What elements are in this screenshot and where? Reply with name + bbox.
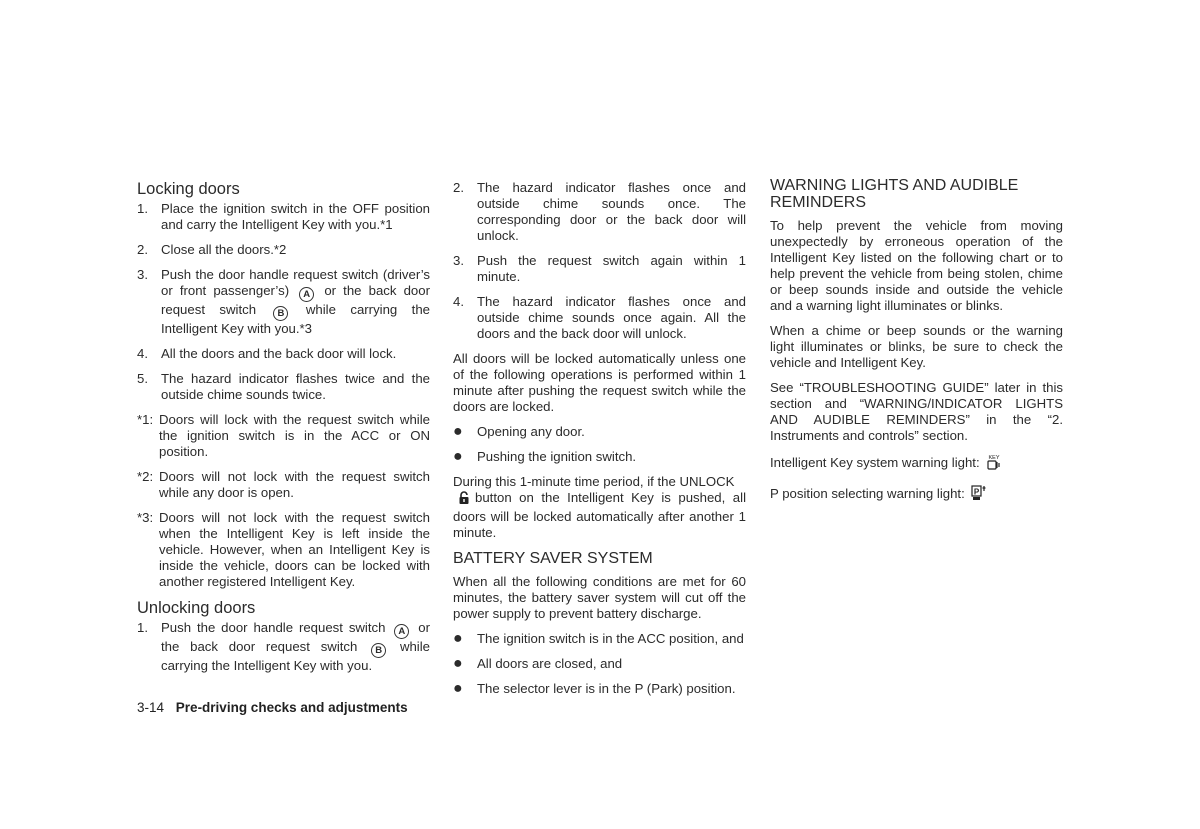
key-warning-line [770,453,1063,475]
locking-step-2 [137,242,430,258]
intelligent-key-warning-icon [986,453,1002,475]
key-warning-label: Intelligent Key system warning light: [770,455,980,470]
battery-saver-paragraph: When all the following conditions are met for 60 minutes, the battery saver system will cut off the power supply to prevent battery discharge. [453,574,746,621]
step-text [161,267,430,337]
step-number: 2. [453,180,464,195]
p-position-warning-label: P position selecting warning light: [770,486,965,501]
step-text-part: or the back door request switch [161,620,430,654]
unlocking-step-1 [137,620,430,674]
unlocking-doors-heading: Unlocking doors [137,599,256,617]
bullet-text: The selector lever is in the P (Park) position. [477,681,736,696]
step-text: Place the ignition switch in the OFF position and carry the Intelligent Key with you.*1 [161,201,430,232]
step-text-part: Push the door handle request switch (driver’s or front passenger’s) [161,267,430,298]
footnote-1 [137,412,430,460]
step-text-part: Push the door handle request switch [161,620,386,635]
bullet-item [453,449,746,465]
step-number: 5. [137,371,148,386]
bullet-icon: ● [453,655,463,672]
unlock-button-icon [457,491,471,509]
step-text: Close all the doors.*2 [161,242,287,257]
bullet-item [453,631,746,647]
footnote-mark: *3: [137,510,154,525]
p-position-warning-icon [971,484,987,506]
step-number: 2. [137,242,148,257]
step-number: 4. [137,346,148,361]
section-title: Pre-driving checks and adjustments [175,700,408,715]
unlocking-step-3 [453,253,746,285]
bullet-icon: ● [453,630,463,647]
step-number: 3. [453,253,464,268]
step-text [161,620,430,674]
locking-doors-heading: Locking doors [137,180,240,198]
step-text: The hazard indicator flashes twice and the outside chime sounds twice. [161,371,430,402]
bullet-text: All doors are closed, and [477,656,623,671]
footnote-text: Doors will not lock with the request switch while any door is open. [159,469,430,500]
left-column [137,180,430,683]
locking-step-5 [137,371,430,403]
unlocking-step-4 [453,294,746,342]
bullet-item [453,424,746,440]
footnote-text: Doors will lock with the request switch while the ignition switch is in the ACC or ON position. [159,412,430,459]
footnote-mark: *2: [137,469,154,484]
marker-a-icon: A [394,624,409,639]
step-text-part: while carrying the Intelligent Key with you. [161,639,430,673]
step-text: The hazard indicator flashes once and outside chime sounds once. The corresponding door or the back door will unlock. [477,180,746,243]
battery-saver-heading: BATTERY SAVER SYSTEM [453,550,653,567]
footnote-3 [137,510,430,590]
footnote-2 [137,469,430,501]
paragraph-text-part: During this 1-minute time period, if the UNLOCK [453,474,735,489]
step-text-part: or the back door request switch [161,283,430,317]
step-text: Push the request switch again within 1 minute. [477,253,746,284]
bullet-icon: ● [453,680,463,697]
step-number: 3. [137,267,148,282]
page-footer [137,700,408,716]
p-icon-label: P [973,487,979,497]
marker-b-icon: B [371,643,386,658]
unlock-button-paragraph [453,474,746,541]
locking-step-1 [137,201,430,233]
step-text: The hazard indicator flashes once and outside chime sounds once again. All the doors and the back door will unlock. [477,294,746,341]
bullet-icon: ● [453,448,463,465]
step-text-part: while carrying the Intelligent Key with you.*3 [161,302,430,336]
bullet-item [453,681,746,697]
warning-paragraph-1: To help prevent the vehicle from moving unexpectedly by erroneous operation of the Intelligent Key listed on the following chart or to help prevent the vehicle from being stolen, chime or beep sounds inside and outside the vehicle and a warning light illuminates or blinks. [770,218,1063,313]
step-number: 4. [453,294,464,309]
bullet-item [453,656,746,672]
key-icon-label: KEY [988,455,1000,461]
p-position-warning-line [770,484,1063,506]
locking-step-3 [137,267,430,337]
page-number: 3-14 [137,700,165,715]
step-text: All the doors and the back door will lock. [161,346,397,361]
marker-a-icon: A [299,287,314,302]
step-number: 1. [137,201,148,216]
bullet-text: Opening any door. [477,424,585,439]
step-number: 1. [137,620,148,635]
bullet-text: Pushing the ignition switch. [477,449,637,464]
paragraph-text-part: button on the Intelligent Key is pushed, all doors will be locked automatically after another 1 minute. [453,490,746,540]
marker-b-icon: B [273,306,288,321]
right-column [770,177,1063,515]
warning-paragraph-2: When a chime or beep sounds or the warning light illuminates or blinks, be sure to check the vehicle and Intelligent Key. [770,323,1063,370]
warning-lights-heading: WARNING LIGHTS AND AUDIBLE REMINDERS [770,177,1019,211]
footnote-text: Doors will not lock with the request switch when the Intelligent Key is left inside the vehicle. However, when an Intelligent Key is inside the vehicle, doors can be locked with another registered Intelligent Key. [159,510,430,589]
footnote-mark: *1: [137,412,154,427]
warning-paragraph-3: See “TROUBLESHOOTING GUIDE” later in this section and “WARNING/INDICATOR LIGHTS AND AUDIBLE REMINDERS” in the “2. Instruments and controls” section. [770,380,1063,443]
locking-step-4 [137,346,430,362]
bullet-text: The ignition switch is in the ACC position, and [477,631,744,646]
middle-column [453,180,746,706]
bullet-icon: ● [453,423,463,440]
auto-lock-paragraph: All doors will be locked automatically unless one of the following operations is performed within 1 minute after pushing the request switch while the doors are locked. [453,351,746,414]
unlocking-step-2 [453,180,746,244]
